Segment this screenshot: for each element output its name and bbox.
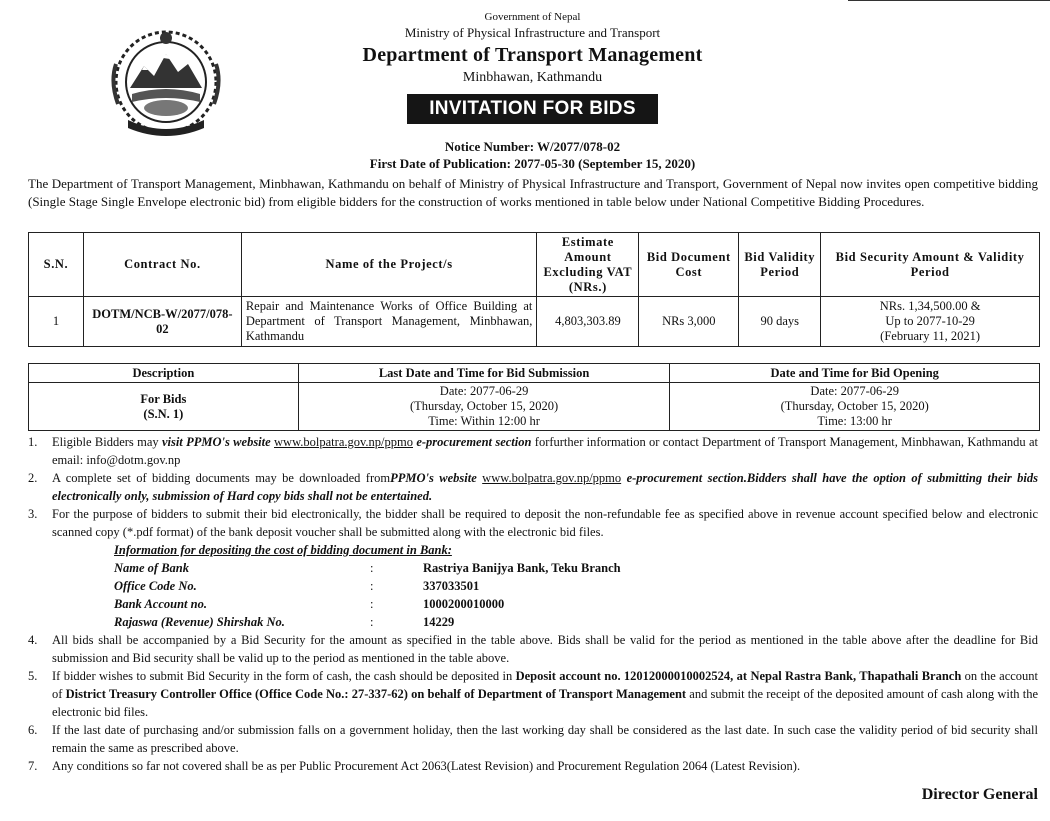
top-rule [848,0,1050,1]
letterhead [260,10,805,124]
bank-value: 1000200010000 [423,597,505,611]
security-amount: NRs. 1,34,500.00 & [879,299,981,313]
item-text: and submit the receipt of the deposited amount of cash along with the electronic bid files. [52,687,1039,719]
bank-value: Rastriya Banijya Bank, Teku Branch [423,561,621,575]
list-item [28,433,1038,469]
table-row [29,383,1040,431]
invitation-banner: INVITATION FOR BIDS [407,94,658,124]
cell-contract-no: DOTM/NCB-W/2077/078-02 [83,297,241,347]
intro-paragraph: The Department of Transport Management, Minbhawan, Kathmandu on behalf of Ministry of Physical Infrastructure and Transport, Government of Nepal now invites open competitive bidding (Single Stage Single Envelope electronic bid) from eligible bidders for the construction of works mentioned in table below under National Competitive Bidding Procedures. [28,176,1038,209]
item-text: If the last date of purchasing and/or submission falls on a government holiday, then the last working day shall be considered as the last date. In such case the validity period of bid security shall remain the same as prescribed above. [52,723,1038,755]
item-number: 1. [28,435,38,449]
cell-description [29,383,299,431]
schedule-table [28,363,1040,431]
header-submission: Last Date and Time for Bid Submission [298,364,670,383]
bank-colon: : [370,561,374,575]
bank-key: Name of Bank [114,561,189,575]
desc-line-1: For Bids [140,391,187,406]
notice-number: Notice Number: W/2077/078-02 [444,139,621,154]
ppmo-link[interactable]: www.bolpatra.gov.np/ppmo [274,435,413,449]
cell-submission [298,383,670,431]
header-contract-no: Contract No. [83,233,241,297]
item-number: 2. [28,471,38,485]
signature-title: Director General [921,786,1038,803]
bank-row [114,559,1038,577]
bank-row [114,595,1038,613]
department-location: Minbhawan, Kathmandu [462,70,603,85]
item-text-emph: e-procurement section.Bidders shall have the option of submitting their bids electronically only, submission of Hard copy bids shall not be entertained. [52,471,1039,503]
list-item [28,505,1038,541]
ppmo-link[interactable]: www.bolpatra.gov.np/ppmo [482,471,622,485]
bank-value: 337033501 [423,579,480,593]
cell-opening [670,383,1040,431]
item-text: For the purpose of bidders to submit their bid electronically, the bidder shall be required to deposit the non-refundable fee as specified above in revenue account specified below and electronic scanned copy (*.pdf format) of the bank deposit voucher shall be submitted along with the electronic bid files. [52,507,1038,539]
desc-line-2: (S.N. 1) [143,406,184,421]
header-security: Bid Security Amount & Validity Period [821,233,1040,297]
department-name: Department of Transport Management [362,44,703,66]
item-number: 6. [28,723,38,737]
bank-colon: : [370,615,374,629]
item-text-emph: e-procurement section [416,435,532,449]
item-text: A complete set of bidding documents may be downloaded from [52,471,391,485]
submission-day: (Thursday, October 15, 2020) [410,399,559,413]
cell-project: Repair and Maintenance Works of Office Building at Department of Transport Management, Minbhawan, Kathmandu [241,297,537,347]
cell-doc-cost: NRs 3,000 [639,297,739,347]
item-text-emph: visit PPMO's website [161,435,271,449]
security-until: Up to 2077-10-29 [885,314,975,328]
item-text: Any conditions so far not covered shall be as per Public Procurement Act 2063(Latest Revision) and Procurement Regulation 2064 (Latest Revision). [52,759,801,773]
nepal-government-emblem-icon [108,24,224,144]
cell-validity: 90 days [739,297,821,347]
notice-info [260,138,805,172]
list-item [28,469,1038,505]
submission-time: Time: Within 12:00 hr [428,414,540,428]
item-text-bold: District Treasury Controller Office (Office Code No.: 27-337-62) on behalf of Department of Transport Management [65,687,687,701]
bank-info [114,541,1038,631]
item-number: 5. [28,669,38,683]
bank-info-heading: Information for depositing the cost of bidding document in Bank: [114,543,452,557]
item-text: If bidder wishes to submit Bid Security in the form of cash, the cash should be deposited in [52,669,516,683]
table-row [29,297,1040,347]
bank-colon: : [370,579,374,593]
contract-table [28,232,1040,347]
cell-security [821,297,1040,347]
list-item [28,721,1038,757]
contract-table-header [29,233,1040,297]
list-item [28,757,1038,775]
item-number: 3. [28,507,38,521]
item-text: Eligible Bidders may [52,435,162,449]
item-text: All bids shall be accompanied by a Bid Security for the amount as specified in the table above. Bids shall be valid for the period as mentioned in the table above after the deadline for Bid submission and Bid security shall be valid up to the period as mentioned in the table above. [52,633,1038,665]
header-estimate: Estimate Amount Excluding VAT (NRs.) [537,233,639,297]
ministry-name: Ministry of Physical Infrastructure and Transport [404,25,661,40]
security-date: (February 11, 2021) [880,329,981,343]
list-item [28,631,1038,667]
header-sn: S.N. [29,233,84,297]
opening-day: (Thursday, October 15, 2020) [780,399,929,413]
bank-row [114,577,1038,595]
item-number: 4. [28,633,38,647]
list-item [28,667,1038,721]
bank-key: Bank Account no. [114,597,207,611]
item-text-emph: PPMO's website [390,471,477,485]
header-description: Description [29,364,299,383]
item-text: forfurther information or contact Department of Transport Management, Minbhawan, Kathmandu at email: info@dotm.gov.np [52,435,1039,467]
bank-colon: : [370,597,374,611]
opening-time: Time: 13:00 hr [817,414,892,428]
header-project: Name of the Project/s [241,233,537,297]
header-opening: Date and Time for Bid Opening [670,364,1040,383]
cell-sn: 1 [29,297,84,347]
government-name: Government of Nepal [484,11,581,23]
bank-key: Rajaswa (Revenue) Shirshak No. [114,615,285,629]
item-text-bold: Deposit account no. 12012000010002524, at Nepal Rastra Bank, Thapathali Branch [515,669,962,683]
bank-key: Office Code No. [114,579,197,593]
submission-date: Date: 2077-06-29 [439,384,529,398]
cell-estimate: 4,803,303.89 [537,297,639,347]
item-text: on the account of [52,669,1039,701]
bank-value: 14229 [423,615,455,629]
header-validity: Bid Validity Period [739,233,821,297]
header-doc-cost: Bid Document Cost [639,233,739,297]
schedule-table-header [29,364,1040,383]
conditions-list [28,433,1038,775]
publication-date: First Date of Publication: 2077-05-30 (September 15, 2020) [369,156,696,171]
bank-row [114,613,1038,631]
opening-date: Date: 2077-06-29 [810,384,899,398]
item-number: 7. [28,759,38,773]
